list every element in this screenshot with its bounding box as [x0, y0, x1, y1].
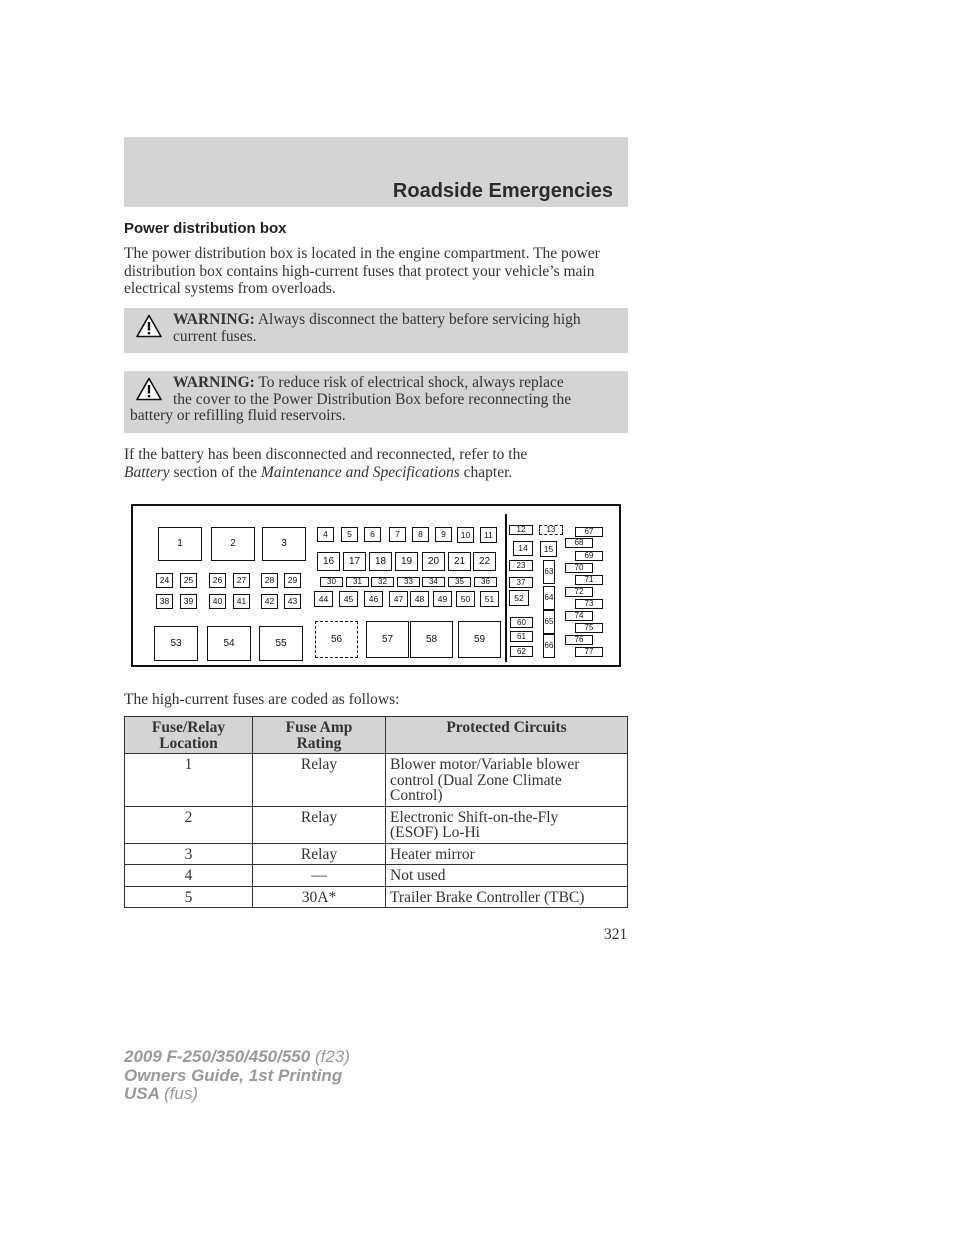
fuse-20: 20 — [422, 552, 445, 571]
fuse-16: 16 — [317, 552, 340, 571]
column-header-circuits: Protected Circuits — [386, 717, 628, 754]
warning-triangle-icon — [136, 377, 162, 401]
section-title: Power distribution box — [124, 220, 287, 237]
fuse-51: 51 — [480, 591, 499, 607]
fuse-61: 61 — [510, 631, 533, 642]
battery-ref-text: If the battery has been disconnected and reconnected, refer to the — [124, 446, 528, 463]
fuse-30: 30 — [320, 577, 343, 587]
fuse-40: 40 — [209, 594, 226, 609]
warning-box-2 — [124, 371, 628, 433]
fuse-54: 54 — [207, 626, 251, 661]
fuse-26: 26 — [209, 573, 226, 588]
fuse-22: 22 — [473, 552, 496, 571]
fuse-70: 70 — [565, 563, 593, 573]
fuse-46: 46 — [364, 591, 383, 607]
warning-box-1 — [124, 308, 628, 353]
footer-region-code: (fus) — [164, 1084, 198, 1103]
power-distribution-box-diagram — [131, 504, 621, 667]
fuse-68: 68 — [565, 538, 593, 548]
cell-location: 4 — [125, 865, 253, 887]
fuse-37: 37 — [509, 577, 533, 588]
warning-text: Always disconnect the battery before servicing high current fuses. — [173, 311, 581, 345]
fuse-12: 12 — [509, 525, 533, 535]
fuse-31: 31 — [346, 577, 369, 587]
warning-text-line2: the cover to the Power Distribution Box before reconnecting the — [173, 390, 572, 408]
cell-location: 2 — [125, 806, 253, 843]
fuse-5: 5 — [341, 527, 358, 542]
fuse-60: 60 — [510, 617, 533, 628]
fuse-32: 32 — [371, 577, 394, 587]
fuse-59: 59 — [458, 621, 501, 658]
fuse-36: 36 — [474, 577, 497, 587]
fuse-66: 66 — [543, 634, 555, 658]
cell-rating: Relay — [253, 754, 386, 807]
fuse-72: 72 — [565, 587, 593, 597]
fuse-62: 62 — [510, 646, 533, 657]
fuse-34: 34 — [422, 577, 445, 587]
fuse-58: 58 — [410, 621, 453, 658]
cell-rating: 30A* — [253, 886, 386, 908]
fuse-15: 15 — [540, 541, 557, 557]
fuse-63: 63 — [543, 560, 555, 584]
warning-text-line3: battery or refilling fluid reservoirs. — [130, 407, 346, 424]
fuse-65: 65 — [543, 610, 555, 634]
page-number: 321 — [604, 926, 628, 943]
cell-location: 1 — [125, 754, 253, 807]
fuse-11: 11 — [480, 527, 497, 543]
chapter-header — [124, 137, 628, 207]
fuse-14: 14 — [513, 541, 533, 556]
fuse-28: 28 — [261, 573, 278, 588]
warning-label: WARNING: — [173, 374, 255, 391]
chapter-title: Roadside Emergencies — [392, 180, 613, 202]
warning-label: WARNING: — [173, 311, 255, 328]
fuse-64: 64 — [543, 586, 555, 610]
chapter-ref: Maintenance and Specifications — [260, 463, 460, 481]
fuse-52: 52 — [509, 590, 529, 606]
fuse-17: 17 — [343, 552, 366, 571]
fuse-8: 8 — [412, 527, 429, 542]
cell-circuit: Electronic Shift-on-the-Fly (ESOF) Lo-Hi — [386, 806, 628, 843]
fuse-38: 38 — [156, 594, 173, 609]
table-row — [125, 754, 628, 807]
fuse-2: 2 — [211, 527, 255, 561]
fuse-53: 53 — [154, 626, 198, 661]
fuse-67: 67 — [575, 527, 603, 537]
fuse-21: 21 — [448, 552, 471, 571]
table-row — [125, 886, 628, 908]
fuse-71: 71 — [575, 575, 603, 585]
warning-triangle-icon — [136, 314, 162, 338]
footer-model: 2009 F-250/350/450/550 — [124, 1047, 311, 1066]
intro-paragraph: The power distribution box is located in the engine compartment. The power distribution box contains high-current fuses that protect your vehicle’s main electrical systems from overloads. — [124, 245, 600, 297]
fuse-1: 1 — [158, 527, 202, 561]
fuse-9: 9 — [435, 527, 452, 542]
diagram-divider — [505, 514, 507, 662]
fuse-27: 27 — [233, 573, 250, 588]
fuse-76: 76 — [565, 635, 593, 645]
fuse-73: 73 — [575, 599, 603, 609]
fuse-4: 4 — [317, 527, 334, 542]
fuse-33: 33 — [397, 577, 420, 587]
fuse-7: 7 — [389, 527, 406, 542]
fuse-55: 55 — [259, 626, 303, 661]
fuse-69: 69 — [575, 551, 603, 561]
fuse-23: 23 — [509, 560, 533, 571]
cell-location: 5 — [125, 886, 253, 908]
fuse-29: 29 — [284, 573, 301, 588]
cell-circuit: Blower motor/Variable blower control (Dual Zone Climate Control) — [386, 754, 628, 807]
cell-circuit: Not used — [386, 865, 628, 887]
fuse-50: 50 — [456, 591, 475, 607]
fuse-6: 6 — [364, 527, 381, 542]
document-footer — [124, 1048, 350, 1104]
cell-circuit: Heater mirror — [386, 843, 628, 865]
cell-rating: Relay — [253, 806, 386, 843]
cell-circuit: Trailer Brake Controller (TBC) — [386, 886, 628, 908]
footer-region: USA — [124, 1084, 160, 1103]
fuse-25: 25 — [180, 573, 197, 588]
fuse-49: 49 — [433, 591, 452, 607]
fuse-3: 3 — [262, 527, 306, 561]
fuse-24: 24 — [156, 573, 173, 588]
fuse-75: 75 — [575, 623, 603, 633]
fuse-56: 56 — [315, 621, 358, 658]
battery-ref-middle: section of the — [173, 463, 258, 481]
fuse-table — [124, 716, 628, 908]
footer-model-code: (f23) — [314, 1047, 350, 1066]
fuse-74: 74 — [565, 611, 593, 621]
fuse-44: 44 — [314, 591, 333, 607]
fuse-39: 39 — [180, 594, 197, 609]
warning-text-line1: To reduce risk of electrical shock, always replace — [258, 374, 564, 391]
fuse-42: 42 — [261, 594, 278, 609]
fuse-41: 41 — [233, 594, 250, 609]
battery-ref-end: chapter. — [463, 463, 513, 481]
fuse-35: 35 — [448, 577, 471, 587]
fuse-10: 10 — [457, 527, 474, 543]
table-row — [125, 806, 628, 843]
table-header-row — [125, 717, 628, 754]
fuse-13: 13 — [539, 525, 563, 535]
battery-section-ref: Battery — [124, 463, 170, 481]
column-header-rating: Fuse Amp Rating — [253, 717, 386, 754]
cell-location: 3 — [125, 843, 253, 865]
fuse-48: 48 — [410, 591, 429, 607]
table-intro: The high-current fuses are coded as follows: — [124, 691, 400, 708]
column-header-location: Fuse/Relay Location — [125, 717, 253, 754]
fuse-47: 47 — [389, 591, 408, 607]
cell-rating: Relay — [253, 843, 386, 865]
fuse-57: 57 — [366, 621, 409, 658]
cell-rating: — — [253, 865, 386, 887]
table-row — [125, 843, 628, 865]
fuse-18: 18 — [369, 552, 392, 571]
fuse-43: 43 — [284, 594, 301, 609]
battery-reference-paragraph — [124, 446, 628, 481]
table-row — [125, 865, 628, 887]
fuse-77: 77 — [575, 647, 603, 657]
fuse-45: 45 — [339, 591, 358, 607]
footer-edition: Owners Guide, 1st Printing — [124, 1065, 343, 1085]
fuse-19: 19 — [395, 552, 418, 571]
